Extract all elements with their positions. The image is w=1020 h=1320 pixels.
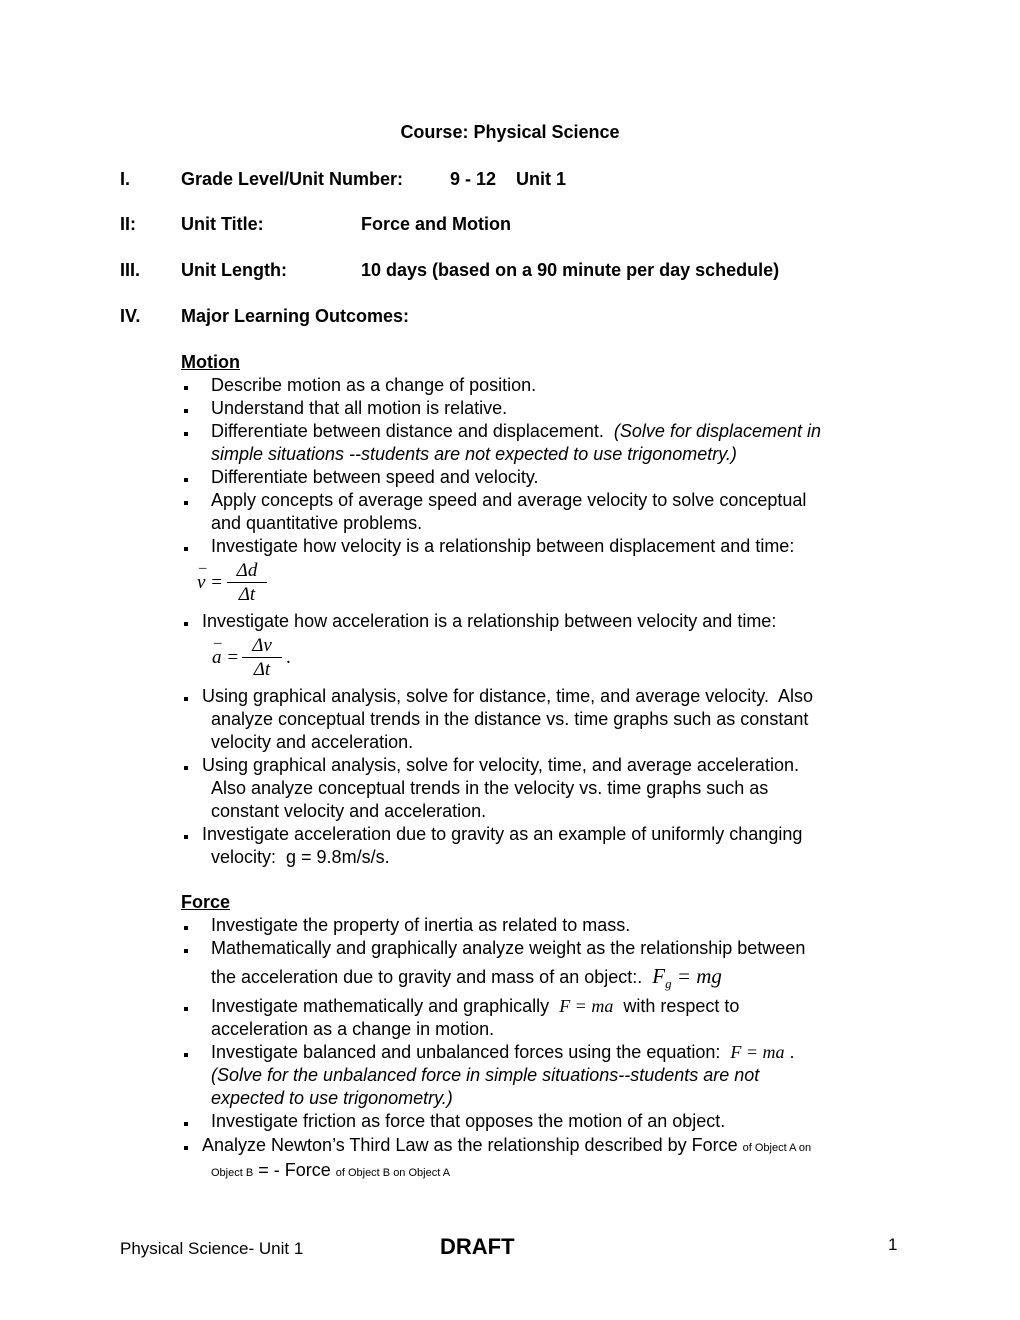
section-value: Force and Motion <box>361 214 511 234</box>
item-text: velocity and acceleration. <box>211 732 414 752</box>
item-line <box>211 731 413 753</box>
bullet-icon <box>184 547 188 551</box>
item-line <box>211 397 507 419</box>
item-text: Investigate friction as force that opposes the motion of an object. <box>211 1111 726 1131</box>
bullet-icon <box>184 622 188 626</box>
item-text: Investigate acceleration due to gravity as an example of uniformly changing <box>202 824 803 844</box>
item-text: analyze conceptual trends in the distance vs. time graphs such as constant <box>211 709 809 729</box>
item-line <box>211 800 486 822</box>
item-text: and quantitative problems. <box>211 513 423 533</box>
item-line <box>211 777 768 799</box>
item-text: the acceleration due to gravity and mass of an object:. <box>211 967 653 987</box>
bullet-icon <box>184 501 188 505</box>
item-text: (Solve for displacement in <box>613 421 822 441</box>
section-number: III. <box>120 260 141 280</box>
section-number: II: <box>120 214 136 234</box>
item-line <box>211 965 722 995</box>
item-text: g <box>665 976 672 991</box>
velocity-formula <box>197 560 277 610</box>
bullet-icon <box>184 1007 188 1011</box>
item-text: Using graphical analysis, solve for distance, time, and average velocity. Also <box>202 686 813 706</box>
course-title: Course: Physical Science <box>400 122 620 142</box>
item-text: Apply concepts of average speed and average velocity to solve conceptual <box>211 490 807 510</box>
bullet-icon <box>184 835 188 839</box>
item-line <box>211 995 739 1017</box>
item-line <box>211 466 539 488</box>
section-label: Unit Length: <box>181 260 287 280</box>
item-line <box>211 1064 759 1086</box>
bullet-icon <box>184 478 188 482</box>
section-label: Unit Title: <box>181 214 264 234</box>
bullet-icon <box>184 926 188 930</box>
item-line <box>211 489 806 511</box>
item-text: Investigate mathematically and graphically <box>211 996 560 1016</box>
formula-numerator: Δd <box>236 560 258 581</box>
item-text: constant velocity and acceleration. <box>211 801 487 821</box>
footer-title: Physical Science- Unit 1 <box>120 1239 304 1258</box>
item-line <box>211 374 536 396</box>
item-line <box>202 754 799 776</box>
item-text: = mg <box>671 964 722 988</box>
item-line <box>211 1018 494 1040</box>
item-text: expected to use trigonometry.) <box>211 1088 453 1108</box>
page-number: 1 <box>888 1235 898 1254</box>
bullet-icon <box>184 1053 188 1057</box>
section-label: Grade Level/Unit Number: <box>181 169 404 189</box>
item-line <box>211 1041 795 1063</box>
item-text: = - Force <box>253 1160 336 1180</box>
bullet-icon <box>184 409 188 413</box>
fraction-bar <box>242 657 282 658</box>
item-text: Investigate the property of inertia as related to mass. <box>211 915 631 935</box>
item-text: with respect to <box>613 996 740 1016</box>
item-text: Using graphical analysis, solve for velocity, time, and average acceleration. <box>202 755 799 775</box>
bullet-icon <box>184 697 188 701</box>
item-line <box>202 1134 811 1159</box>
item-line <box>211 420 821 442</box>
item-line <box>211 443 737 465</box>
bullet-icon <box>184 432 188 436</box>
item-text: velocity: g = 9.8m/s/s. <box>211 847 390 867</box>
item-line <box>211 1159 450 1184</box>
item-text: F = ma <box>559 996 614 1016</box>
section-value: 10 days (based on a 90 minute per day schedule) <box>361 260 780 280</box>
section-number: IV. <box>120 306 141 326</box>
section-number: I. <box>120 169 131 189</box>
formula-period: . <box>286 647 291 668</box>
item-text: F = ma <box>730 1042 785 1062</box>
item-line <box>202 685 813 707</box>
item-text: (Solve for the unbalanced force in simple situations--students are not <box>211 1065 760 1085</box>
bullet-icon <box>184 1146 188 1150</box>
section-value: 9 - 12 Unit 1 <box>450 169 567 189</box>
bullet-icon <box>184 386 188 390</box>
item-text: Also analyze conceptual trends in the velocity vs. time graphs such as <box>211 778 769 798</box>
average-bar: – <box>214 635 222 651</box>
item-line <box>211 846 390 868</box>
item-line <box>211 535 794 557</box>
formula-denominator: Δt <box>253 659 271 680</box>
acceleration-formula <box>212 635 302 685</box>
item-text: Object B <box>211 1167 254 1179</box>
average-bar: – <box>199 560 207 576</box>
item-text: of Object B on Object A <box>335 1167 451 1179</box>
item-text: F <box>652 964 666 988</box>
formula-lhs: v = <box>197 572 224 593</box>
item-text: acceleration as a change in motion. <box>211 1019 495 1039</box>
bullet-icon <box>184 1122 188 1126</box>
item-line <box>202 610 776 632</box>
item-line <box>211 914 630 936</box>
formula-denominator: Δt <box>238 584 256 605</box>
item-text: . <box>784 1042 795 1062</box>
item-text: Investigate balanced and unbalanced forces using the equation: <box>211 1042 731 1062</box>
item-text: Investigate how velocity is a relationship between displacement and time: <box>211 536 795 556</box>
formula-numerator: Δv <box>252 635 272 656</box>
item-text: Differentiate between speed and velocity. <box>211 467 539 487</box>
item-line <box>211 512 422 534</box>
item-text: Describe motion as a change of position. <box>211 375 537 395</box>
item-line <box>211 708 808 730</box>
footer-draft-label: DRAFT <box>440 1234 515 1259</box>
bullet-icon <box>184 949 188 953</box>
motion-heading: Motion <box>181 352 240 372</box>
item-text: Investigate how acceleration is a relationship between velocity and time: <box>202 611 777 631</box>
item-line <box>211 1087 453 1109</box>
formula-lhs: a = <box>212 647 240 668</box>
item-text: of Object A on <box>742 1142 812 1154</box>
item-line <box>211 1110 725 1132</box>
bullet-icon <box>184 766 188 770</box>
section-label: Major Learning Outcomes: <box>181 306 410 326</box>
item-line <box>202 823 802 845</box>
item-text: simple situations --students are not expected to use trigonometry.) <box>211 444 737 464</box>
item-text: Differentiate between distance and displacement. <box>211 421 614 441</box>
item-line <box>211 937 805 959</box>
fraction-bar <box>227 582 267 583</box>
item-text: Analyze Newton’s Third Law as the relationship described by Force <box>202 1135 743 1155</box>
item-text: Mathematically and graphically analyze weight as the relationship between <box>211 938 806 958</box>
force-heading: Force <box>181 892 231 912</box>
item-text: Understand that all motion is relative. <box>211 398 508 418</box>
